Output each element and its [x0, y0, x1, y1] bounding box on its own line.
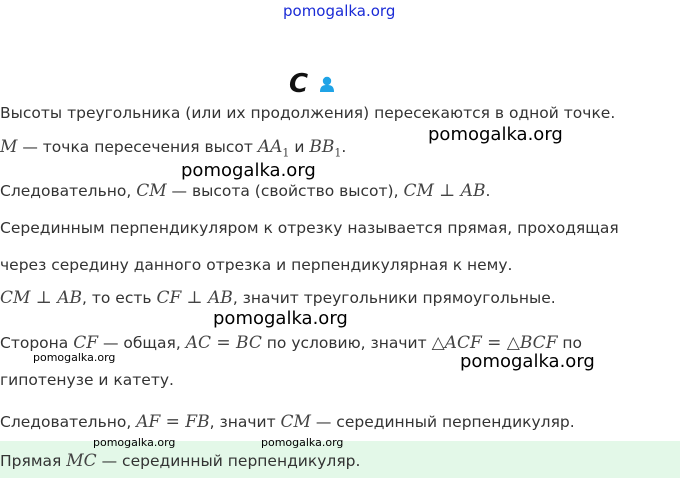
watermark[interactable]: pomogalka.org	[261, 436, 344, 449]
text-line-3: Следовательно, CM — высота (свойство высот), CM ⊥ AB.	[0, 181, 491, 201]
text-line-2	[0, 137, 346, 159]
math-cm-perp-ab: CM ⊥ AB	[0, 288, 82, 308]
text: .	[341, 138, 347, 156]
text: и	[289, 138, 310, 156]
logo-letter: C	[289, 69, 309, 99]
math-af-eq-fb: AF = FB	[136, 412, 210, 432]
text-line-5: через середину данного отрезка и перпендикулярная к нему.	[0, 256, 513, 274]
math-ac-eq-bc: AC = BC	[185, 333, 262, 353]
math-mc: MC	[66, 451, 97, 471]
watermark[interactable]: pomogalka.org	[33, 351, 116, 364]
math-cf-perp-ab: CF ⊥ AB	[156, 288, 233, 308]
conclusion-line: Прямая MC — серединный перпендикуляр.	[0, 451, 361, 471]
text-line-1: Высоты треугольника (или их продолжения) пересекаются в одной точке.	[0, 104, 616, 122]
math-cm: CM	[280, 412, 311, 432]
text-line-4: Серединным перпендикуляром к отрезку называется прямая, проходящая	[0, 219, 619, 237]
math-bb1: $BB_1$	[309, 137, 342, 160]
math-cf: CF	[73, 333, 99, 353]
math-aa1: $AA_1$	[257, 137, 290, 160]
text-line-7: Сторона CF — общая, AC = BC по условию, значит △ACF = △BCF по	[0, 333, 583, 353]
person-icon	[318, 75, 336, 93]
watermark[interactable]: pomogalka.org	[181, 160, 316, 181]
math-m: M	[0, 137, 18, 157]
text-line-6: CM ⊥ AB, то есть CF ⊥ AB, значит треугольники прямоугольные.	[0, 288, 556, 308]
math-triangles-equal: △ACF = △BCF	[431, 333, 558, 353]
watermark-top[interactable]: pomogalka.org	[283, 2, 396, 20]
watermark[interactable]: pomogalka.org	[93, 436, 176, 449]
watermark[interactable]: pomogalka.org	[460, 351, 595, 372]
logo	[289, 70, 336, 98]
text-line-9: Следовательно, AF = FB, значит CM — серединный перпендикуляр.	[0, 412, 575, 432]
math-cm-perp-ab: CM ⊥ AB	[403, 181, 486, 201]
watermark[interactable]: pomogalka.org	[428, 124, 563, 145]
text-line-8: гипотенузе и катету.	[0, 371, 174, 389]
watermark[interactable]: pomogalka.org	[213, 308, 348, 329]
math-cm: CM	[136, 181, 167, 201]
text: — точка пересечения высот	[17, 138, 258, 156]
